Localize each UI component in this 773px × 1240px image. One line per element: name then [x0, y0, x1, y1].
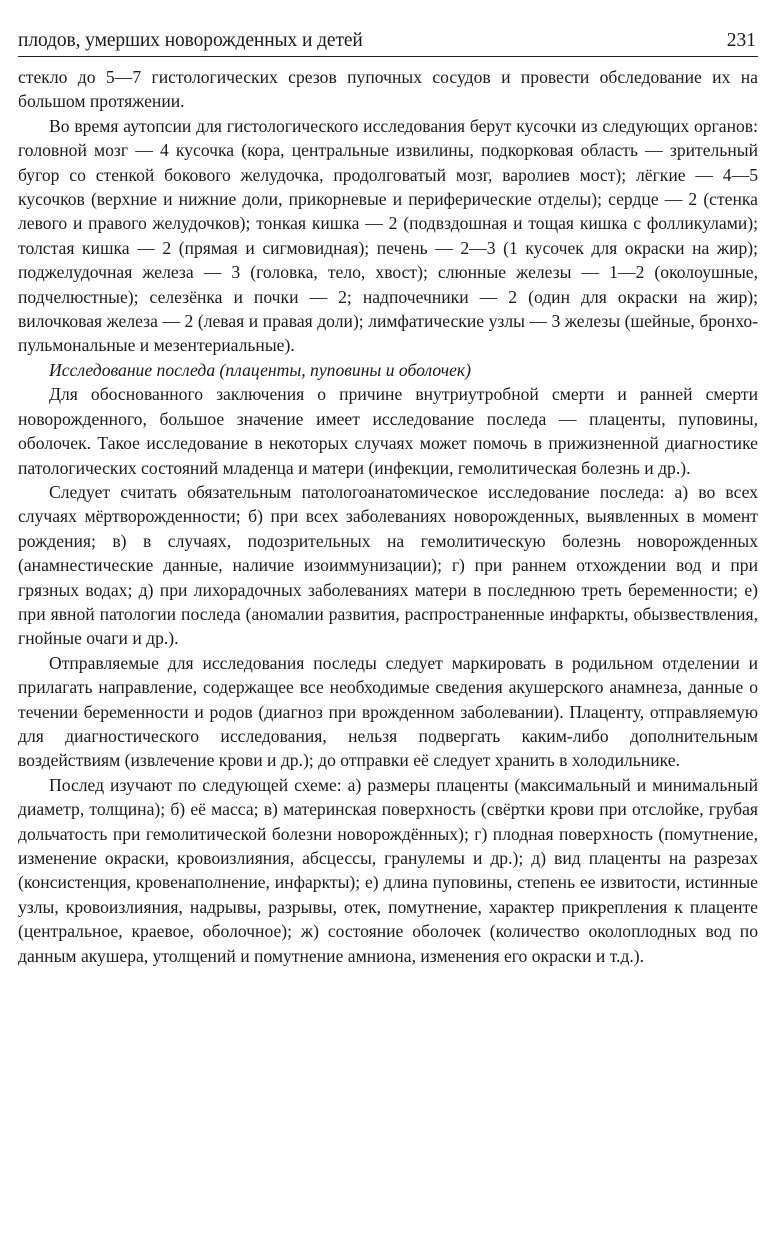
paragraph-labeling: Отправляемые для исследования последы следует маркировать в родильном отделении и прилагать направление, содержащее все необходимые сведения акушерского анамнеза, данные о течении беременности и родов (диагноз при врожденном заболевании). Плаценту, отправляемую для диагностического исследования, нельзя подвергать каким-либо дополнительным воздействиям (извлечение крови и др.); до отправки её следует хранить в холодильнике. — [18, 652, 758, 771]
running-title: плодов, умерших новорожденных и детей — [18, 30, 363, 51]
page-number: 231 — [726, 30, 756, 51]
paragraph-examination-scheme: Послед изучают по следующей схеме: а) размеры плаценты (максимальный и минимальный диаметр, толщина); б) её масса; в) материнская поверхность (свёртки крови при отслойке, грубая дольчатость при гемолитической болезни новорождённых); г) плодная поверхность (помутнение, изменение окраски, кровоизлияния, абсцессы, гранулемы и др.); д) вид плаценты на разрезах (консистенция, кровенаполнение, инфаркты); е) длина пуповины, степень ее извитости, истинные узлы, кровоизлияния, надрывы, разрывы, отек, помутнение, характер прикрепления к плаценте (центральное, краевое, оболочное); ж) состояние оболочек (количество околоплодных вод по данным акушера, утолщений и помутнение амниона, изменения его окраски и т.д.). — [18, 774, 758, 966]
paragraph-placenta-importance: Для обоснованного заключения о причине внутриутробной смерти и ранней смерти новорожденного, большое значение имеет исследование последа — плаценты, пуповины, оболочек. Такое исследование в некоторых случаях может помочь в прижизненной диагностике патологических состояний младенца и матери (инфекции, гемолитическая болезнь и др.). — [18, 384, 758, 478]
body-text — [18, 65, 758, 968]
book-page — [18, 28, 758, 968]
running-header — [18, 28, 758, 57]
paragraph-autopsy-samples: Во время аутопсии для гистологического исследования берут кусочки из следующих органов: головной мозг — 4 кусочка (кора, центральные извилины, подкорковая область — зрительный бугор со стенкой бокового желудочка, продолговатый мозг, варолиев мост); лёгкие — 4—5 кусочков (верхние и нижние доли, прикорневые и периферические отделы); сердце — 2 (стенка левого и правого желудочков); тонкая кишка — 2 (подвздошная и тощая кишка с фолликулами); толстая кишка — 2 (прямая и сигмовидная); печень — 2—3 (1 кусочек для окраски на жир); поджелудочная железа — 3 (головка, тело, хвост); слюнные железы — 1—2 (околоушные, подчелюстные); селезёнка и почки — 2; надпочечники — 2 (один для окраски на жир); вилочковая железа — 2 (левая и правая доли); лимфатические узлы — 3 железы (шейные, бронхо-пульмональные и мезентериальные). — [18, 115, 758, 356]
paragraph-continuation: стекло до 5—7 гистологических срезов пупочных сосудов и провести обследование их на большом протяжении. — [18, 67, 758, 112]
section-subheading: Исследование последа (плаценты, пуповины и оболочек) — [49, 359, 471, 380]
paragraph-mandatory-cases: Следует считать обязательным патологоанатомическое исследование последа: а) во всех случаях мёртворожденности; б) при всех заболеваниях новорожденных, выявленных в момент рождения; в) в случаях, подозрительных на гемолитическую болезнь новорожденных (анамнестические данные, наличие изоиммунизации); г) при раннем отхождении вод и при грязных водах; д) при лихорадочных заболеваниях матери в последнюю треть беременности; е) при явной патологии последа (аномалии развития, распространенные инфаркты, обызвествления, гнойные очаги и др.). — [18, 481, 758, 649]
